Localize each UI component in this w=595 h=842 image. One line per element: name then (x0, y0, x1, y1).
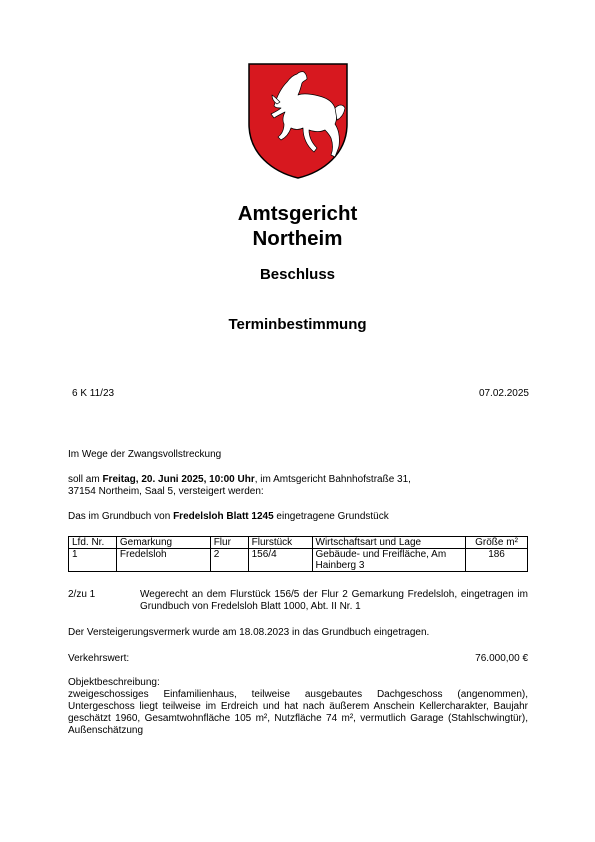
table-cell: 186 (466, 549, 528, 572)
property-table (68, 536, 528, 572)
auction-location: 37154 Northeim, Saal 5, versteigert werden: (68, 486, 264, 497)
file-number: 6 K 11/23 (72, 388, 115, 399)
auction-paragraph (68, 474, 528, 498)
court-name-line2: Northeim (252, 227, 343, 250)
object-description-text: zweigeschossiges Einfamilienhaus, teilweise ausgebautes Dachgeschoss (angenommen), Untergeschoss liegt teilweise im Erdreich und hat nach äußerem Anschein Kellercharakter, Baujahr geschätzt 1960, Gesamtwohnfläche 105 m², Nutzfläche 74 m², vermutlich Garage (Stahlschwingtür), Außenschätzung (68, 689, 528, 736)
table-header-cell: Lfd. Nr. (69, 537, 117, 549)
object-description-label: Objektbeschreibung: (68, 677, 160, 688)
table-header-cell: Größe m² (466, 537, 528, 549)
intro-text: Im Wege der Zwangsvollstreckung (68, 449, 222, 460)
property-register: Fredelsloh Blatt 1245 (173, 511, 274, 522)
table-header-cell: Flurstück (248, 537, 312, 549)
registration-note: Der Versteigerungsvermerk wurde am 18.08.2023 in das Grundbuch eingetragen. (68, 627, 430, 638)
table-row (69, 549, 528, 572)
document-title: Terminbestimmung (228, 316, 367, 333)
table-cell: Gebäude- und Freifläche, Am Hainberg 3 (312, 549, 466, 572)
right-of-way-label: 2/zu 1 (68, 589, 96, 600)
table-cell: 2 (210, 549, 248, 572)
table-header-cell: Flur (210, 537, 248, 549)
market-value: 76.000,00 € (475, 653, 528, 664)
property-intro (68, 511, 389, 523)
document-date: 07.02.2025 (478, 388, 529, 399)
auction-suffix: , im Amtsgericht Bahnhofstraße 31, (254, 474, 411, 485)
court-name-line1: Amtsgericht (237, 202, 358, 225)
auction-date: Freitag, 20. Juni 2025, 10:00 Uhr (102, 474, 255, 485)
lower-saxony-horse-icon (247, 62, 349, 180)
table-header-cell: Wirtschaftsart und Lage (312, 537, 466, 549)
table-header-row (69, 537, 528, 549)
table-cell: 1 (69, 549, 117, 572)
property-intro-suffix: eingetragene Grundstück (273, 511, 389, 522)
right-of-way-text: Wegerecht an dem Flurstück 156/5 der Flur 2 Gemarkung Fredelsloh, eingetragen im Grundbuch von Fredelsloh Blatt 1000, Abt. II Nr. 1 (140, 589, 528, 612)
table-cell: 156/4 (248, 549, 312, 572)
auction-prefix: soll am (68, 474, 103, 485)
table-header-cell: Gemarkung (116, 537, 210, 549)
document-type: Beschluss (259, 266, 336, 283)
coat-of-arms (247, 62, 349, 180)
table-cell: Fredelsloh (116, 549, 210, 572)
property-intro-prefix: Das im Grundbuch von (68, 511, 174, 522)
market-value-label: Verkehrswert: (68, 653, 130, 664)
